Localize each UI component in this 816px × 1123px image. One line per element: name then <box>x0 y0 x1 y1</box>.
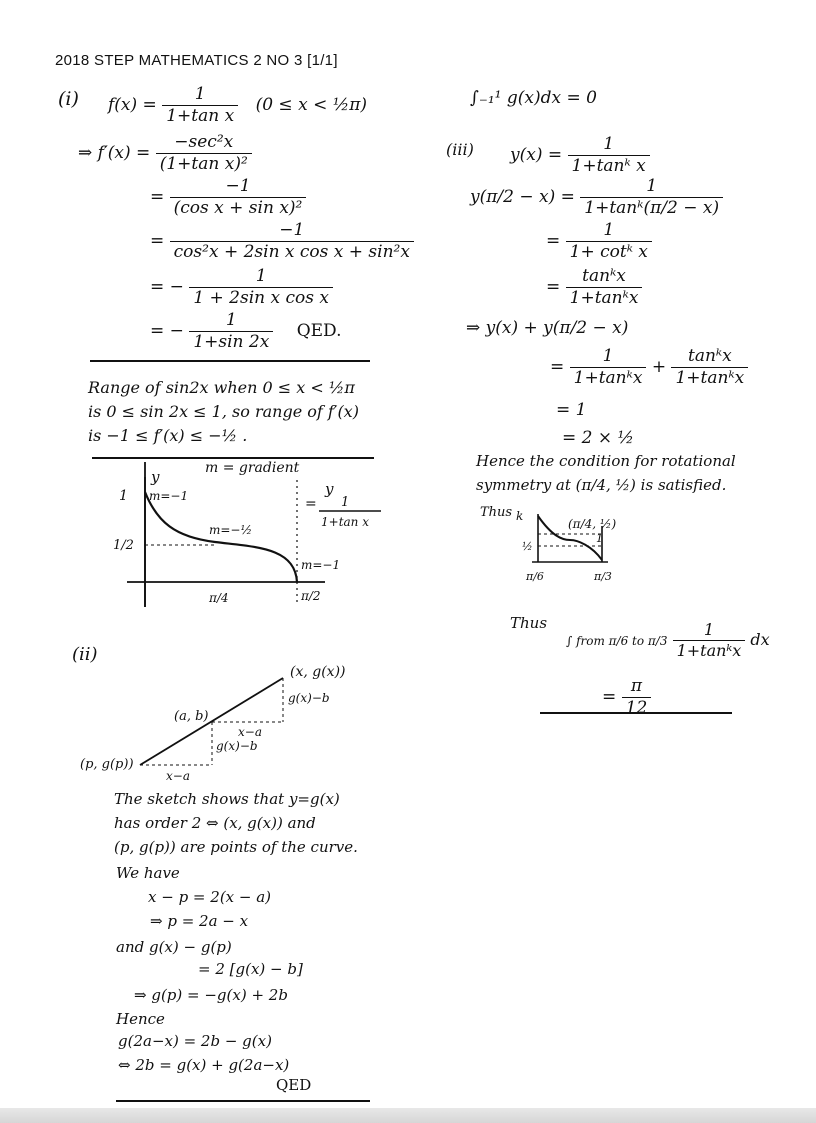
final-integral-fraction <box>673 622 746 659</box>
thus-short: Thus <box>480 505 513 520</box>
y-def-den: 1+tanᵏ x <box>568 155 650 175</box>
y-shift-line <box>470 178 723 217</box>
d4-eq: = − <box>150 277 184 297</box>
divider-3 <box>116 1100 370 1102</box>
result-num: π <box>630 676 643 696</box>
ii-text-3: (p, g(p)) are points of the curve. <box>114 838 358 856</box>
y-definition <box>510 136 650 175</box>
tan-fraction <box>566 268 643 307</box>
ii-eq-4: = 2 [g(x) − b] <box>198 960 303 978</box>
s1-den: 1+tanᵏx <box>570 367 647 387</box>
d5-den: 1+sin 2x <box>189 331 273 351</box>
s1-num: 1 <box>602 346 614 366</box>
sum-eq-one: = 1 <box>556 400 587 420</box>
graph2-point-low: (p, g(p)) <box>80 757 134 772</box>
d1-num: −sec²x <box>174 132 234 152</box>
derivative-fraction-3 <box>170 222 414 261</box>
sum-line: ⇒ y(x) + y(π/2 − x) <box>466 318 629 338</box>
int-den: 1+tanᵏx <box>673 640 746 659</box>
d4-den: 1 + 2sin x cos x <box>189 287 333 307</box>
graph1-legend-num: 1 <box>341 495 350 510</box>
graph3-x-b: π/3 <box>594 570 612 583</box>
cot-eq: = <box>546 231 561 251</box>
f-def-fraction <box>162 86 238 125</box>
derivative-fraction-2 <box>170 178 307 217</box>
graph2-low-h-label: x−a <box>166 769 190 783</box>
graph1-legend-eq: = <box>305 496 317 512</box>
d3-eq: = <box>150 231 165 251</box>
derivative-line-3 <box>150 222 414 261</box>
cot-fraction <box>566 222 652 261</box>
scan-edge <box>0 1108 816 1123</box>
derivative-line-1 <box>78 134 252 173</box>
qed-1: QED. <box>296 321 342 341</box>
y-shift-num: 1 <box>646 176 658 196</box>
s2-den: 1+tanᵏx <box>671 367 748 387</box>
y-def-num: 1 <box>603 134 615 154</box>
ii-text-2: has order 2 ⇔ (x, g(x)) and <box>114 814 316 832</box>
d2-eq: = <box>150 187 165 207</box>
derivative-line-4 <box>150 268 333 307</box>
tan-line <box>546 268 642 307</box>
f-def-num: 1 <box>194 84 206 104</box>
tan-num: tanᵏx <box>582 266 626 286</box>
ii-eq-2: ⇒ p = 2a − x <box>150 912 249 930</box>
f-definition <box>108 86 367 125</box>
graph3-point: (π/4, ½) <box>568 517 617 531</box>
ii-text-4: We have <box>116 864 180 882</box>
sum-plus: + <box>651 357 667 377</box>
graph2-point-mid: (a, b) <box>174 709 209 724</box>
graph1-m-start: m=−1 <box>149 489 189 503</box>
ii-text-1: The sketch shows that y=g(x) <box>114 790 340 808</box>
f-domain: (0 ≤ x < ½π) <box>255 95 367 115</box>
derivative-fraction-1 <box>156 134 252 173</box>
graph1-m-mid: m=−½ <box>209 523 253 537</box>
graph1-one: 1 <box>119 488 128 504</box>
graph1-curve <box>145 492 297 582</box>
part-iii-label: (iii) <box>446 140 474 159</box>
sum-fraction-1 <box>570 348 647 387</box>
y-shift-fraction <box>580 178 723 217</box>
ii-eq-3: and g(x) − g(p) <box>116 938 232 956</box>
ii-text-5: Hence <box>116 1010 165 1028</box>
part-ii-label: (ii) <box>72 644 98 665</box>
result-eq: = <box>602 687 617 707</box>
sum-fraction-2 <box>671 348 748 387</box>
cot-den: 1+ cotᵏ x <box>566 241 652 261</box>
result-den: 12 <box>622 697 652 717</box>
s2-num: tanᵏx <box>688 346 732 366</box>
tan-den: 1+tanᵏx <box>566 287 643 307</box>
graph1-x-half: π/2 <box>301 589 321 603</box>
thus-integral-word: Thus <box>510 614 548 632</box>
divider-2 <box>92 457 374 459</box>
qed-2: QED <box>276 1076 312 1094</box>
f-def-den: 1+tan x <box>162 105 238 125</box>
final-integral-dx: dx <box>750 630 770 649</box>
hence-line-2: symmetry at (π/4, ½) is satisfied. <box>476 476 727 494</box>
sum-eq-two-half: = 2 × ½ <box>562 428 634 448</box>
hence-line-1: Hence the condition for rotational <box>476 452 736 470</box>
graph1-legend-den: 1+tan x <box>321 515 369 529</box>
graph1-m-label: m = gradient <box>205 460 300 476</box>
d5-num: 1 <box>225 310 237 330</box>
y-shift-den: 1+tanᵏ(π/2 − x) <box>580 197 723 217</box>
divider-final <box>540 712 732 714</box>
derivative-line-2 <box>150 178 306 217</box>
range-line-3: is −1 ≤ f′(x) ≤ −½ . <box>88 426 248 445</box>
d4-num: 1 <box>255 266 267 286</box>
derivative-fraction-5 <box>189 312 273 351</box>
graph2-low-v-label: g(x)−b <box>216 739 258 753</box>
d5-eq: = − <box>150 321 184 341</box>
graph2-point-top: (x, g(x)) <box>290 664 346 680</box>
d3-den: cos²x + 2sin x cos x + sin²x <box>170 241 414 261</box>
d2-den: (cos x + sin x)² <box>170 197 307 217</box>
ii-eq-5: ⇒ g(p) = −g(x) + 2b <box>134 986 288 1004</box>
derivative-lhs: ⇒ f′(x) = <box>78 143 151 163</box>
sum-expansion <box>550 348 748 387</box>
part-i-label: (i) <box>58 88 79 110</box>
f-def-lhs: f(x) = <box>108 95 157 115</box>
cot-line <box>546 222 652 261</box>
graph1-x-quarter: π/4 <box>209 591 229 605</box>
graph3-x-a: π/6 <box>526 570 544 583</box>
int-num: 1 <box>703 620 715 639</box>
graph1-half: 1/2 <box>113 538 134 553</box>
integral-zero: ∫₋₁¹ g(x)dx = 0 <box>470 88 597 108</box>
cot-num: 1 <box>603 220 615 240</box>
graph3-k: k <box>516 509 524 523</box>
derivative-fraction-4 <box>189 268 333 307</box>
d2-num: −1 <box>225 176 251 196</box>
page-title: 2018 STEP MATHEMATICS 2 NO 3 [1/1] <box>55 52 338 69</box>
y-def-lhs: y(x) = <box>510 145 563 165</box>
graph2-top-v-label: g(x)−b <box>288 691 330 705</box>
sum-eq: = <box>550 357 565 377</box>
graph1-legend-y: y <box>325 480 334 498</box>
divider-1 <box>90 360 370 362</box>
graph-1 <box>105 462 405 632</box>
final-integral-limits: ∫ from π/6 to π/3 <box>566 634 668 648</box>
tan-eq: = <box>546 277 561 297</box>
ii-eq-1: x − p = 2(x − a) <box>148 888 272 906</box>
graph3-one: 1 <box>596 532 603 545</box>
d1-den: (1+tan x)² <box>156 153 252 173</box>
ii-eq-6: g(2a−x) = 2b − g(x) <box>118 1032 272 1050</box>
graph2-top-h-label: x−a <box>238 725 262 739</box>
final-integral <box>566 622 770 659</box>
ii-eq-7: ⇔ 2b = g(x) + g(2a−x) <box>118 1056 290 1074</box>
d3-num: −1 <box>279 220 305 240</box>
range-line-2: is 0 ≤ sin 2x ≤ 1, so range of f′(x) <box>88 402 359 421</box>
graph1-y-label: y <box>151 468 160 486</box>
graph1-m-end: m=−1 <box>301 558 341 572</box>
graph-3 <box>512 508 672 588</box>
y-def-fraction <box>568 136 650 175</box>
graph-2 <box>78 660 378 783</box>
graph3-half: ½ <box>522 540 533 553</box>
range-line-1: Range of sin2x when 0 ≤ x < ½π <box>88 378 355 397</box>
y-shift-lhs: y(π/2 − x) = <box>470 187 575 207</box>
derivative-line-5 <box>150 312 341 351</box>
